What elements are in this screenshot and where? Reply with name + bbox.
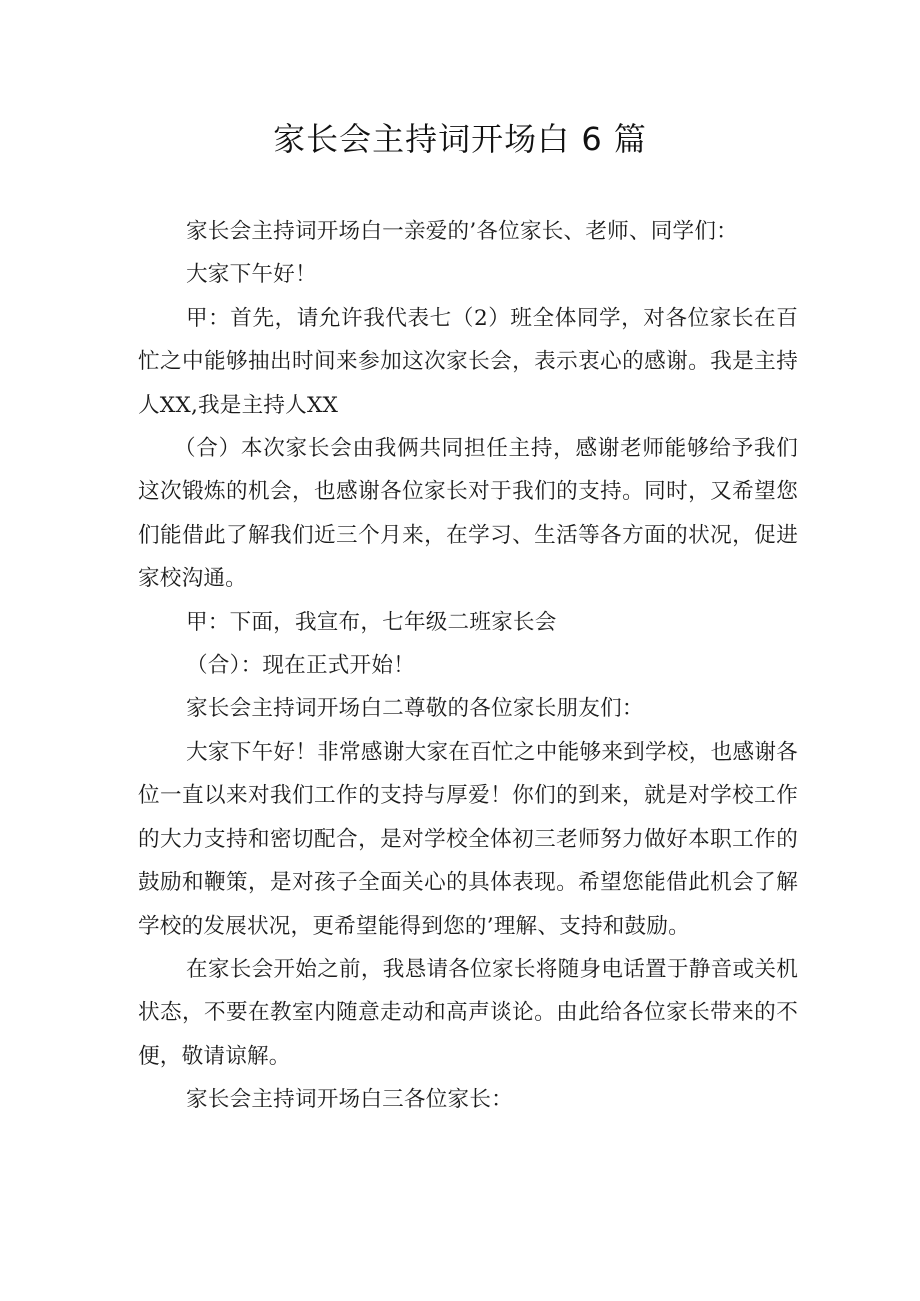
document-body (138, 210, 798, 1122)
paragraph-opening-two-body: 大家下午好！非常感谢大家在百忙之中能够来到学校，也感谢各位一直以来对我们工作的支持与厚爱！你们的到来，就是对学校工作的大力支持和密切配合，是对学校全体初三老师努力做好本职工作的鼓励和鞭策，是对孩子全面关心的具体表现。希望您能借此机会了解学校的发展状况，更希望能得到您的’理解、支持和鼓励。 (138, 739, 798, 939)
paragraph-phone-notice: 在家长会开始之前，我恳请各位家长将随身电话置于静音或关机状态，不要在教室内随意走动和高声谈论。由此给各位家长带来的不便，敬请谅解。 (138, 956, 798, 1069)
paragraph-greeting: 大家下午好！ (186, 262, 317, 288)
paragraph-together-start: （合）：现在正式开始！ (186, 653, 415, 679)
document-title: 家长会主持词开场白 6 篇 (273, 120, 647, 158)
paragraph-opening-three-heading: 家长会主持词开场白三各位家长： (186, 1087, 513, 1113)
paragraph-host-a-announce: 甲：下面，我宣布，七年级二班家长会 (186, 609, 557, 635)
paragraph-together-intro: （合）本次家长会由我俩共同担任主持，感谢老师能够给予我们这次锻炼的机会，也感谢各位家长对于我们的支持。同时，又希望您们能借此了解我们近三个月来，在学习、生活等各方面的状况，促进家校沟通。 (138, 436, 798, 592)
paragraph-opening-one-heading: 家长会主持词开场白一亲爱的’各位家长、老师、同学们： (186, 219, 738, 244)
paragraph-host-a-thanks: 甲：首先，请允许我代表七（2）班全体同学，对各位家长在百忙之中能够抽出时间来参加这次家长会，表示衷心的感谢。我是主持人XX,我是主持人XX (138, 305, 798, 418)
paragraph-opening-two-heading: 家长会主持词开场白二尊敬的各位家长朋友们： (186, 696, 644, 722)
